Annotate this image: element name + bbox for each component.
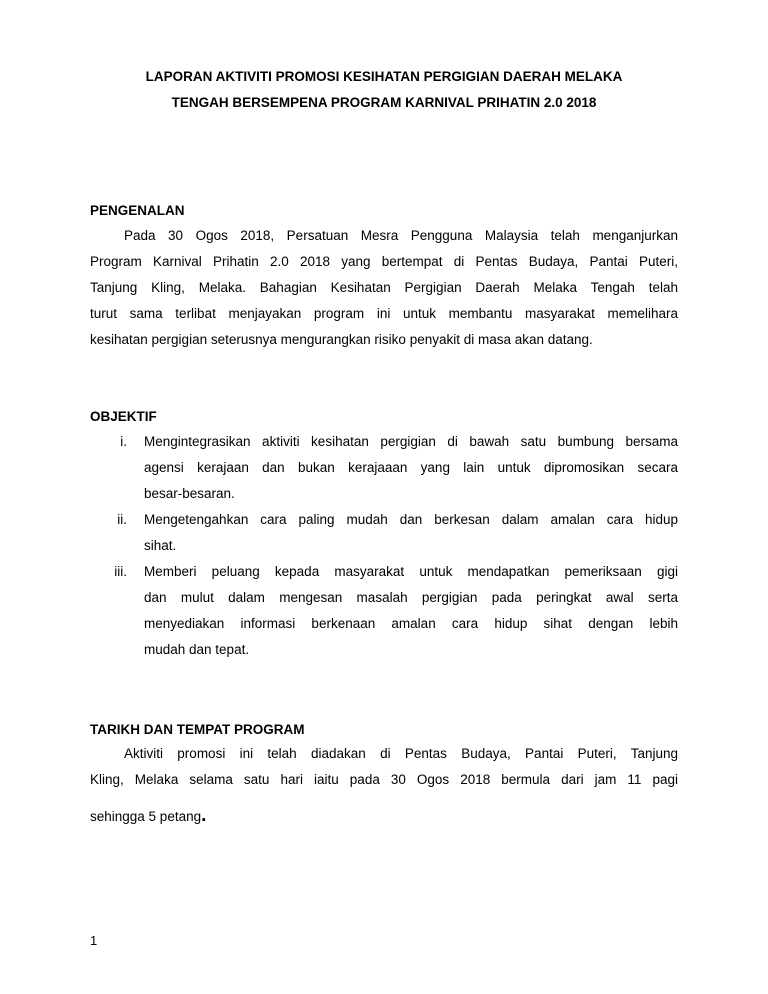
list-item-number: ii. — [117, 512, 127, 527]
paragraph-line: turut sama terlibat menjayakan program ini untuk membantu masyarakat memelihara — [90, 306, 678, 321]
list-item — [90, 507, 678, 559]
paragraph-line: kesihatan pergigian seterusnya mengurangkan risiko penyakit di masa akan datang. — [90, 332, 593, 347]
paragraph-line: Program Karnival Prihatin 2.0 2018 yang bertempat di Pentas Budaya, Pantai Puteri, — [90, 254, 678, 269]
list-item-line: Memberi peluang kepada masyarakat untuk mendapatkan pemeriksaan gigi — [144, 564, 678, 579]
title-line-2: TENGAH BERSEMPENA PROGRAM KARNIVAL PRIHATIN 2.0 2018 — [171, 95, 597, 110]
paragraph-line: Tanjung Kling, Melaka. Bahagian Kesihatan Pergigian Daerah Melaka Tengah telah — [90, 280, 678, 295]
list-item-number: iii. — [114, 564, 127, 579]
list-item-line: besar-besaran. — [144, 486, 235, 501]
list-item — [90, 429, 678, 507]
list-item-line: mudah dan tepat. — [144, 642, 250, 657]
pengenalan-paragraph — [90, 223, 678, 353]
document-title — [90, 64, 678, 116]
list-item-line: agensi kerajaan dan bukan kerajaaan yang lain untuk dipromosikan secara — [144, 460, 678, 475]
section-heading-objektif: OBJEKTIF — [90, 409, 157, 424]
paragraph-line-final — [90, 803, 678, 829]
page-number: 1 — [90, 933, 98, 948]
section-heading-pengenalan: PENGENALAN — [90, 203, 185, 218]
list-item-line: Mengintegrasikan aktiviti kesihatan pergigian di bawah satu bumbung bersama — [144, 434, 678, 449]
list-item-line: sihat. — [144, 538, 177, 553]
section-heading-tarikh: TARIKH DAN TEMPAT PROGRAM — [90, 722, 305, 737]
paragraph-line: Aktiviti promosi ini telah diadakan di Pentas Budaya, Pantai Puteri, Tanjung — [124, 746, 678, 761]
final-period: . — [201, 805, 207, 826]
list-item-line: Mengetengahkan cara paling mudah dan berkesan dalam amalan cara hidup — [144, 512, 678, 527]
title-line-1: LAPORAN AKTIVITI PROMOSI KESIHATAN PERGIGIAN DAERAH MELAKA — [145, 69, 623, 84]
paragraph-line-text: sehingga 5 petang — [90, 809, 202, 824]
list-item-number: i. — [120, 434, 127, 449]
paragraph-line: Kling, Melaka selama satu hari iaitu pada 30 Ogos 2018 bermula dari jam 11 pagi — [90, 772, 678, 787]
list-item-line: dan mulut dalam mengesan masalah pergigian pada peringkat awal serta — [144, 590, 678, 605]
objektif-list — [90, 429, 678, 663]
tarikh-paragraph — [90, 741, 678, 829]
list-item — [90, 559, 678, 663]
list-item-line: menyediakan informasi berkenaan amalan cara hidup sihat dengan lebih — [144, 616, 678, 631]
paragraph-line: Pada 30 Ogos 2018, Persatuan Mesra Pengguna Malaysia telah menganjurkan — [124, 228, 678, 243]
